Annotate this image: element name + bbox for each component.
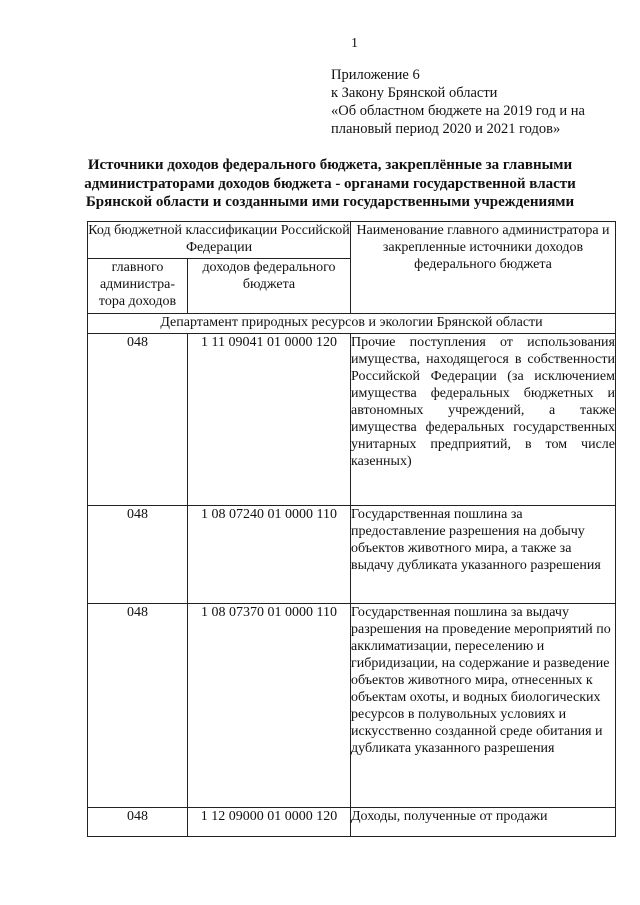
annex-line: «Об областном бюджете на 2019 год и на xyxy=(331,103,585,119)
income-code-cell: 1 12 09000 01 0000 120 xyxy=(188,808,351,837)
header-chief-administrator: главного администра-тора доходов xyxy=(88,259,188,314)
table-row xyxy=(88,604,616,808)
annex-line: плановый период 2020 и 2021 годов» xyxy=(331,121,561,137)
income-name-cell: Государственная пошлина за выдачу разрешения на проведение мероприятий по акклиматизации, переселению и гибридизации, на содержание и разведение объектов животного мира, отнесенных к объектам охоты, и водных биологических ресурсов в полувольных условиях и искусственно созданной среде обитания и дубликата указанного разрешения xyxy=(351,604,616,808)
income-code-cell: 1 08 07370 01 0000 110 xyxy=(188,604,351,808)
admin-code-cell: 048 xyxy=(88,334,188,506)
income-name-cell: Прочие поступления от использования имущества, находящегося в собственности Российской Федерации (за исключением имущества федеральных бюджетных и автономных учреждений, а также имущества федеральных государственных унитарных предприятий, в том числе казенных) xyxy=(351,334,616,506)
table-header-row xyxy=(88,222,616,259)
table-row xyxy=(88,506,616,604)
table-row xyxy=(88,808,616,837)
document-title xyxy=(60,156,600,212)
annex-line: к Закону Брянской области xyxy=(331,85,498,101)
header-federal-income: доходов федерального бюджета xyxy=(188,259,351,314)
revenue-sources-table xyxy=(87,221,616,837)
title-line: Источники доходов федерального бюджета, закреплённые за главными xyxy=(87,157,573,173)
header-administrator-name: Наименование главного администратора и закрепленные источники доходов федерального бюджета xyxy=(351,222,616,314)
admin-code-cell: 048 xyxy=(88,808,188,837)
income-code-cell: 1 08 07240 01 0000 110 xyxy=(188,506,351,604)
admin-code-cell: 048 xyxy=(88,604,188,808)
department-row xyxy=(88,314,616,334)
annex-line: Приложение 6 xyxy=(331,67,420,83)
annex-reference xyxy=(331,66,585,138)
title-line: администраторами доходов бюджета - органами государственной власти xyxy=(84,175,576,192)
title-line: Брянской области и созданными ими государственными учреждениями xyxy=(85,194,575,210)
income-name-cell: Доходы, полученные от продажи xyxy=(351,808,616,837)
header-budget-classification-code: Код бюджетной классификации Российской Федерации xyxy=(88,222,351,259)
income-code-cell: 1 11 09041 01 0000 120 xyxy=(188,334,351,506)
admin-code-cell: 048 xyxy=(88,506,188,604)
department-name: Департамент природных ресурсов и экологии Брянской области xyxy=(88,314,616,334)
table-row xyxy=(88,334,616,506)
page-number: 1 xyxy=(351,36,358,51)
income-name-cell: Государственная пошлина за предоставление разрешения на добычу объектов животного мира, а также за выдачу дубликата указанного разрешения xyxy=(351,506,616,604)
